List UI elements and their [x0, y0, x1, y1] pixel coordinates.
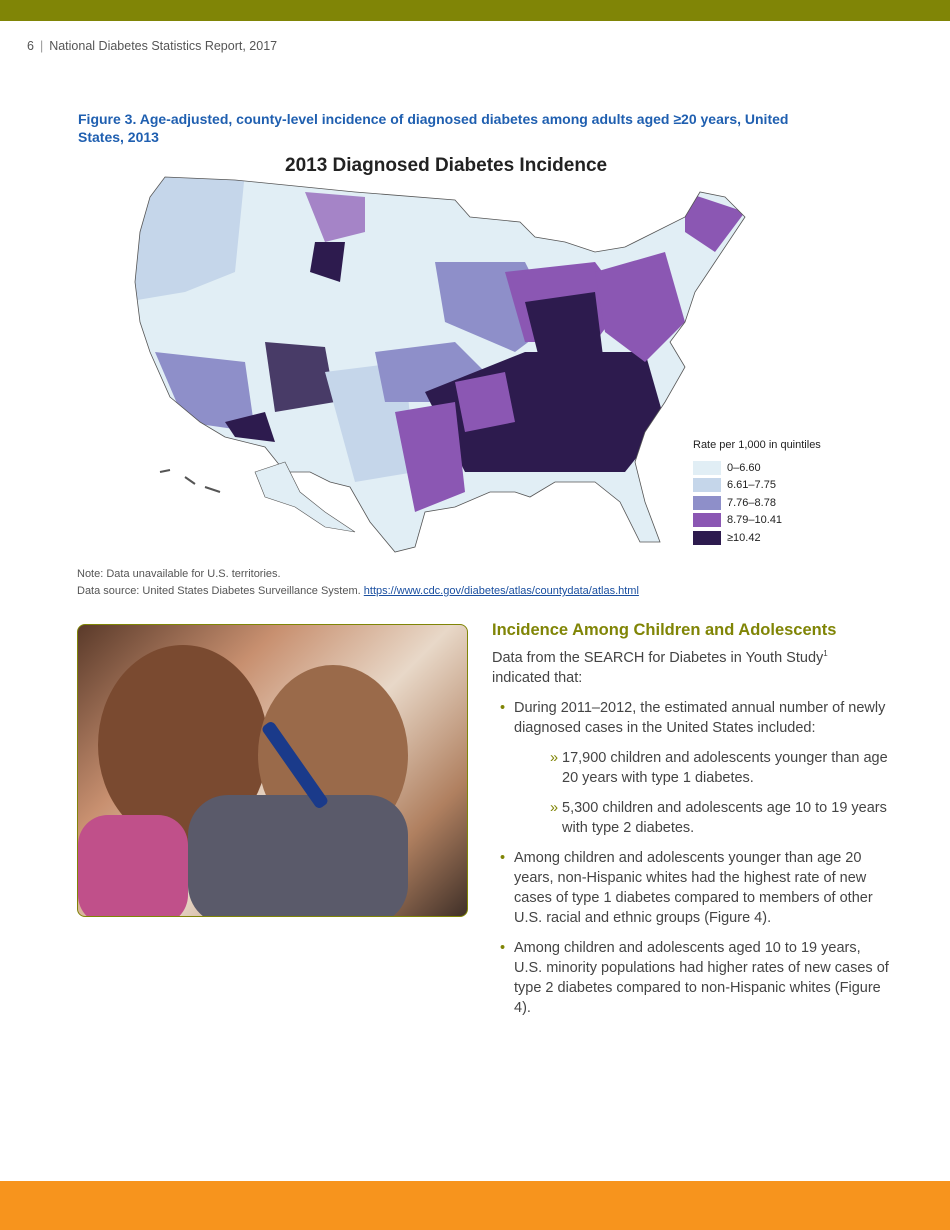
- running-header: 6 | National Diabetes Statistics Report, 2017: [27, 39, 278, 53]
- source-link[interactable]: https://www.cdc.gov/diabetes/atlas/countydata/atlas.html: [363, 585, 639, 597]
- map-title: 2013 Diagnosed Diabetes Incidence: [285, 155, 608, 176]
- legend-item: [693, 529, 821, 547]
- source-text: Data source: United States Diabetes Surveillance System.: [77, 585, 361, 597]
- sub-list-item: » 5,300 children and adolescents age 10 to 19 years with type 2 diabetes.: [550, 799, 887, 836]
- report-title: National Diabetes Statistics Report, 2017: [49, 39, 278, 53]
- page-number: 6: [27, 39, 34, 53]
- legend-title: Rate per 1,000 in quintiles: [693, 439, 821, 451]
- bottom-color-bar: [0, 1181, 950, 1230]
- list-item: • During 2011–2012, the estimated annual number of newly diagnosed cases in the United States included: » 17,900 children and adolescents younger than age 20 years with type 1 diabetes. » 5,300 children and adolescents age 10 to 19 years with type 2 diabetes.: [492, 698, 892, 838]
- sub-list-item: » 17,900 children and adolescents younger than age 20 years with type 1 diabetes.: [550, 749, 888, 786]
- list-item: • Among children and adolescents younger than age 20 years, non-Hispanic whites had the highest rate of new cases of type 1 diabetes compared to members of other U.S. racial and ethnic groups (Figure 4).: [500, 849, 873, 926]
- section-heading: Incidence Among Children and Adolescents: [492, 621, 837, 639]
- legend-item: [693, 477, 821, 495]
- children-incidence-section: [492, 621, 892, 1028]
- section-intro: Data from the SEARCH for Diabetes in Youth Study$^1$ indicated that:: [492, 649, 828, 686]
- note-text: Note: Data unavailable for U.S. territories.: [77, 568, 281, 580]
- legend-item: [693, 459, 821, 477]
- figure-caption: Figure 3. Age-adjusted, county-level incidence of diagnosed diabetes among adults aged ≥20 years, United States, 2013: [78, 111, 789, 145]
- legend-swatch: [693, 496, 721, 510]
- legend-item: [693, 494, 821, 512]
- map-legend: [693, 439, 821, 547]
- legend-swatch: [693, 461, 721, 475]
- legend-label: 7.76–8.78: [727, 496, 776, 509]
- top-color-bar: [0, 0, 950, 21]
- photo-mother-daughter-glucose-test: [77, 624, 468, 917]
- legend-item: [693, 512, 821, 530]
- legend-label: ≥10.42: [727, 531, 761, 544]
- legend-label: 0–6.60: [727, 461, 761, 474]
- bullet-list: [492, 698, 892, 1018]
- legend-swatch: [693, 513, 721, 527]
- legend-swatch: [693, 531, 721, 545]
- us-choropleth-map: [125, 172, 755, 557]
- figure-notes: [77, 566, 639, 600]
- legend-label: 6.61–7.75: [727, 479, 776, 492]
- legend-label: 8.79–10.41: [727, 514, 783, 527]
- hawaii: [160, 470, 220, 492]
- legend-swatch: [693, 478, 721, 492]
- list-item: • Among children and adolescents aged 10 to 19 years, U.S. minority populations had higher rates of new cases of type 2 diabetes compared to non-Hispanic whites (Figure 4).: [500, 939, 889, 1016]
